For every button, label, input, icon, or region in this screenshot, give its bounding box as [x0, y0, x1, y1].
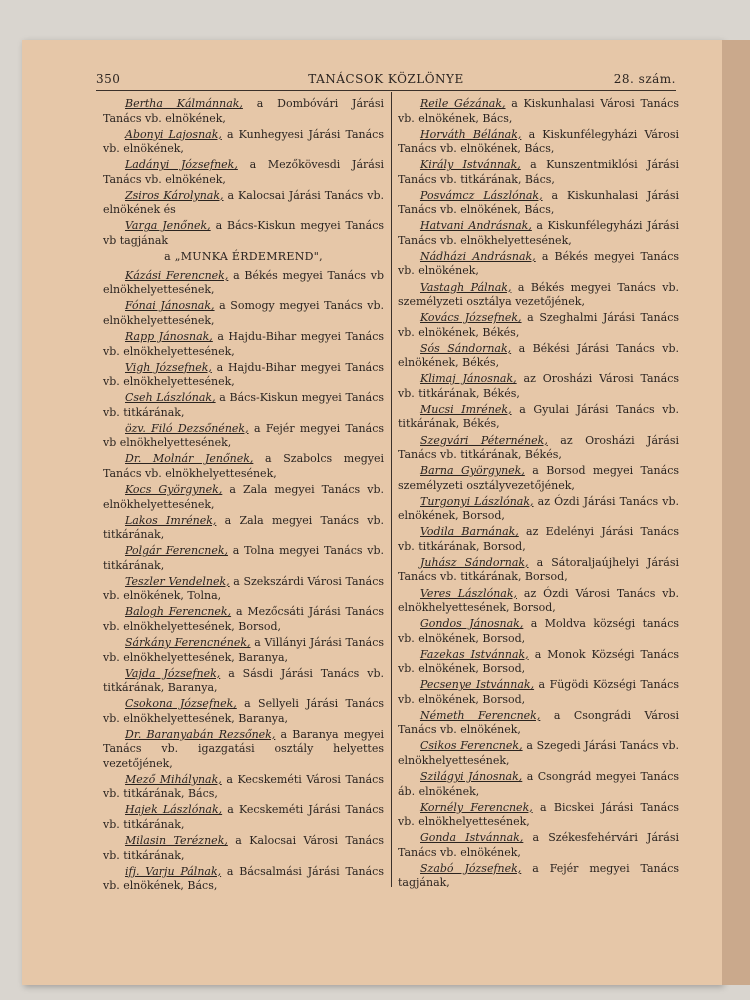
person-name: Vodila Barnának, — [420, 525, 519, 539]
list-item — [103, 773, 384, 802]
person-name: Nádházi Andrásnak, — [420, 249, 536, 263]
position-text: a Csongrádi Városi Tanács vb. elnökének, — [398, 708, 679, 737]
list-item — [398, 464, 679, 493]
person-name: Hatvani Andrásnak, — [420, 219, 532, 233]
position-text: a Monok Községi Tanács vb. elnökének, Borsod, — [398, 647, 680, 676]
position-text: a Békés megyei Tanács vb elnökhelyettesének, — [103, 268, 384, 297]
person-name: Németh Ferencnek, — [420, 708, 541, 722]
position-text: az Ózdi Járási Tanács vb. elnökének, Borsod, — [398, 494, 680, 523]
award-title: a „MUNKA ÉRDEMREND", — [164, 250, 323, 264]
list-item — [103, 128, 384, 157]
person-name: Sárkány Ferencnének, — [125, 636, 251, 649]
list-item — [398, 250, 679, 279]
position-text: az Edelényi Járási Tanács vb. titkárának, Borsod, — [398, 525, 679, 553]
position-text: a Szekszárdi Városi Tanács vb. elnökének, Tolna, — [103, 574, 385, 603]
position-text: a Békés megyei Tanács vb. elnökének, — [398, 249, 679, 278]
person-name: özv. Filó Dezsőnének, — [125, 421, 249, 435]
position-text: a Hajdu-Bihar megyei Tanács vb. elnökhelyettesének, — [103, 330, 385, 358]
position-text: a Zala megyei Tanács vb. titkárának, — [103, 513, 385, 542]
person-name: Kornély Ferencnek, — [420, 800, 533, 814]
position-text: a Kiskunfélegyházi Városi Tanács vb. elnökének, Bács, — [398, 127, 680, 156]
list-item — [398, 311, 679, 340]
publication-title: TANÁCSOK KÖZLÖNYE — [308, 72, 464, 86]
list-item — [103, 483, 384, 512]
person-name: Hajek Lászlónak, — [125, 803, 223, 817]
position-text: a Kunszentmiklósi Járási Tanács vb. titkárának, Bács, — [398, 158, 679, 186]
position-text: a Kunhegyesi Járási Tanács vb. elnökének, — [103, 127, 384, 156]
list-item — [103, 575, 384, 604]
list-item — [398, 372, 679, 401]
list-item — [103, 330, 384, 359]
list-item — [103, 361, 384, 390]
position-text: a Bácsalmási Járási Tanács vb. elnökének, Bács, — [103, 864, 384, 893]
person-name: Klimaj Jánosnak, — [420, 372, 517, 386]
person-name: Dr. Baranyabán Rezsőnek, — [125, 727, 276, 741]
person-name: Csokona Józsefnek, — [125, 697, 237, 711]
person-name: Vajda Józsefnek, — [125, 666, 221, 680]
person-name: Vastagh Pálnak, — [420, 280, 512, 294]
list-item — [103, 834, 384, 863]
person-name: Varga Jenőnek, — [125, 219, 211, 233]
list-item — [103, 452, 384, 481]
list-item — [398, 97, 679, 126]
left-column — [103, 97, 384, 895]
position-text: a Fejér megyei Tanács tagjának, — [398, 861, 679, 890]
person-name: Szabó Józsefnek, — [420, 861, 522, 875]
person-name: Balogh Ferencnek, — [125, 605, 232, 619]
person-name: Csikos Ferencnek, — [420, 739, 523, 753]
list-item — [103, 219, 384, 248]
position-text: a Bicskei Járási Tanács vb. elnökhelyettesének, — [398, 800, 679, 829]
list-item — [103, 544, 384, 573]
person-name: Gonda Istvánnak, — [420, 831, 524, 845]
list-item — [103, 299, 384, 328]
person-name: Pecsenye Istvánnak, — [420, 678, 535, 692]
position-text: a Moldva községi tanács vb. elnökének, Borsod, — [398, 617, 679, 645]
list-item — [398, 648, 679, 677]
position-text: a Békési Járási Tanács vb. elnökének, Békés, — [398, 341, 679, 370]
position-text: a Bács-Kiskun megyei Tanács vb tagjának — [103, 219, 384, 247]
person-name: Ladányi Józsefnek, — [125, 158, 238, 172]
person-name: Milasin Teréznek, — [125, 834, 228, 848]
person-name: Reile Gézának, — [420, 97, 506, 110]
person-name: Juhász Sándornak, — [420, 555, 529, 569]
position-text: a Borsod megyei Tanács személyzeti osztályvezetőjének, — [398, 464, 679, 492]
person-name: Szegvári Péternének, — [420, 433, 548, 447]
next-page-edge — [722, 40, 750, 985]
list-item — [103, 97, 384, 126]
list-item — [103, 728, 384, 772]
person-name: Fazekas Istvánnak, — [420, 647, 529, 661]
list-item — [398, 709, 679, 738]
list-item — [398, 831, 679, 860]
person-name: Mucsi Imrének, — [420, 402, 512, 416]
position-text: a Csongrád megyei Tanács áb. elnökének, — [398, 770, 680, 798]
person-name: Bertha Kálmánnak, — [125, 97, 243, 110]
list-item — [398, 403, 679, 432]
position-text: a Villányi Járási Tanács vb. elnökhelyettesének, Baranya, — [103, 636, 385, 664]
list-item — [103, 269, 384, 298]
position-text: a Tolna megyei Tanács vb. titkárának, — [103, 544, 385, 572]
position-text: a Szegedi Járási Tanács vb. elnökhelyettesének, — [398, 739, 680, 767]
list-item — [103, 514, 384, 543]
left-entries-before — [103, 97, 384, 248]
person-name: Gondos Jánosnak, — [420, 617, 524, 631]
position-text: a Székesfehérvári Járási Tanács vb. elnökének, — [398, 831, 679, 859]
list-item — [398, 342, 679, 371]
list-item — [103, 697, 384, 726]
list-item — [398, 678, 679, 707]
list-item — [398, 158, 679, 187]
position-text: a Fejér megyei Tanács vb elnökhelyettesének, — [103, 421, 384, 450]
list-item — [398, 189, 679, 218]
list-item — [398, 434, 679, 463]
position-text: a Kalocsai Járási Tanács vb. elnökének és — [103, 188, 384, 217]
person-name: Sós Sándornak, — [420, 341, 512, 355]
list-item — [103, 636, 384, 665]
position-text: a Hajdu-Bihar megyei Tanács vb. elnökhelyettesének, — [103, 360, 385, 389]
position-text: a Sásdi Járási Tanács vb. titkárának, Baranya, — [103, 666, 384, 695]
person-name: ifj. Varju Pálnak, — [125, 864, 222, 878]
list-item — [103, 189, 384, 218]
position-text: a Kiskunhalasi Járási Tanács vb. elnökének, Bács, — [398, 188, 679, 217]
column-divider — [391, 92, 392, 887]
list-item — [103, 605, 384, 634]
position-text: a Sátoraljaújhelyi Járási Tanács vb. titkárának, Borsod, — [398, 555, 680, 584]
list-item — [103, 391, 384, 420]
list-item — [398, 495, 679, 524]
position-text: a Mezőkövesdi Járási Tanács vb. elnökének, — [103, 158, 384, 186]
person-name: Horváth Bélának, — [420, 127, 522, 141]
position-text: a Kiskunhalasi Városi Tanács vb. elnökének, Bács, — [398, 97, 679, 125]
person-name: Zsiros Károlynak, — [125, 188, 224, 202]
position-text: a Gyulai Járási Tanács vb. titkárának, Békés, — [398, 402, 680, 431]
person-name: Király Istvánnak, — [420, 158, 521, 172]
person-name: Turgonyi Lászlónak, — [420, 494, 534, 508]
position-text: a Kecskeméti Járási Tanács vb. titkárának, — [103, 803, 385, 831]
person-name: Cseh Lászlónak, — [125, 391, 216, 405]
position-text: a Kiskunfélegyházi Járási Tanács vb. elnökhelyettesének, — [398, 219, 679, 247]
position-text: a Zala megyei Tanács vb. elnökhelyettesének, — [103, 483, 384, 511]
list-item — [103, 422, 384, 451]
list-item — [398, 525, 679, 554]
position-text: a Szeghalmi Járási Tanács vb. elnökének, Békés, — [398, 311, 679, 339]
person-name: Kovács Józsefnek, — [420, 311, 522, 325]
list-item — [398, 739, 679, 768]
list-item — [398, 128, 679, 157]
person-name: Rapp Jánosnak, — [125, 330, 213, 344]
list-item — [103, 158, 384, 187]
position-text: a Baranya megyei Tanács vb. igazgatási osztály helyettes vezetőjének, — [103, 727, 384, 770]
person-name: Veres Lászlónak, — [420, 586, 518, 600]
person-name: Polgár Ferencnek, — [125, 544, 229, 558]
list-item — [398, 862, 679, 891]
position-text: a Bács-Kiskun megyei Tanács vb. titkárának, — [103, 391, 384, 419]
person-name: Fónai Jánosnak, — [125, 299, 215, 313]
list-item — [398, 587, 679, 616]
right-column — [398, 97, 679, 892]
header-rule — [96, 90, 676, 91]
person-name: Posvámcz Lászlónak, — [420, 188, 543, 202]
list-item — [398, 556, 679, 585]
page-header — [96, 72, 676, 90]
page-number: 350 — [96, 72, 121, 86]
position-text: a Kecskeméti Városi Tanács vb. titkárának, Bács, — [103, 772, 384, 801]
position-text: a Somogy megyei Tanács vb. elnökhelyettesének, — [103, 299, 385, 327]
person-name: Abonyi Lajosnak, — [125, 127, 222, 141]
position-text: az Orosházi Járási Tanács vb. titkárának, Békés, — [398, 433, 679, 462]
person-name: Lakos Imrének, — [125, 513, 217, 527]
person-name: Vigh Józsefnek, — [125, 360, 212, 374]
list-item — [103, 803, 384, 832]
person-name: Barna Györgynek, — [420, 464, 525, 478]
person-name: Szilágyi Jánosnak, — [420, 770, 523, 784]
list-item — [398, 281, 679, 310]
position-text: a Sellyeli Járási Tanács vb. elnökhelyettesének, Baranya, — [103, 697, 385, 725]
position-text: a Kalocsai Városi Tanács vb. titkárának, — [103, 834, 384, 862]
list-item — [398, 617, 679, 646]
position-text: a Békés megyei Tanács vb. személyzeti osztálya vezetőjének, — [398, 280, 679, 309]
list-item — [398, 219, 679, 248]
position-text: a Mezőcsáti Járási Tanács vb. elnökhelyettesének, Borsod, — [103, 605, 384, 633]
left-entries-after — [103, 269, 384, 894]
position-text: a Szabolcs megyei Tanács vb. elnökhelyettesének, — [103, 452, 385, 480]
list-item — [103, 667, 384, 696]
position-text: a Dombóvári Járási Tanács vb. elnökének, — [103, 97, 384, 125]
person-name: Dr. Molnár Jenőnek, — [125, 452, 254, 466]
position-text: az Ózdi Városi Tanács vb. elnökhelyettesének, Borsod, — [398, 586, 680, 614]
right-entries — [398, 97, 679, 891]
person-name: Mező Mihálynak, — [125, 772, 222, 786]
position-text: az Orosházi Városi Tanács vb. titkárának, Békés, — [398, 372, 680, 400]
list-item — [103, 865, 384, 894]
position-text: a Fügödi Községi Tanács vb. elnökének, Borsod, — [398, 678, 679, 706]
person-name: Kocs Györgynek, — [125, 483, 223, 497]
person-name: Kázási Ferencnek, — [125, 268, 229, 282]
person-name: Teszler Vendelnek, — [125, 574, 230, 588]
issue-number: 28. szám. — [613, 72, 676, 86]
list-item — [398, 801, 679, 830]
list-item — [398, 770, 679, 799]
